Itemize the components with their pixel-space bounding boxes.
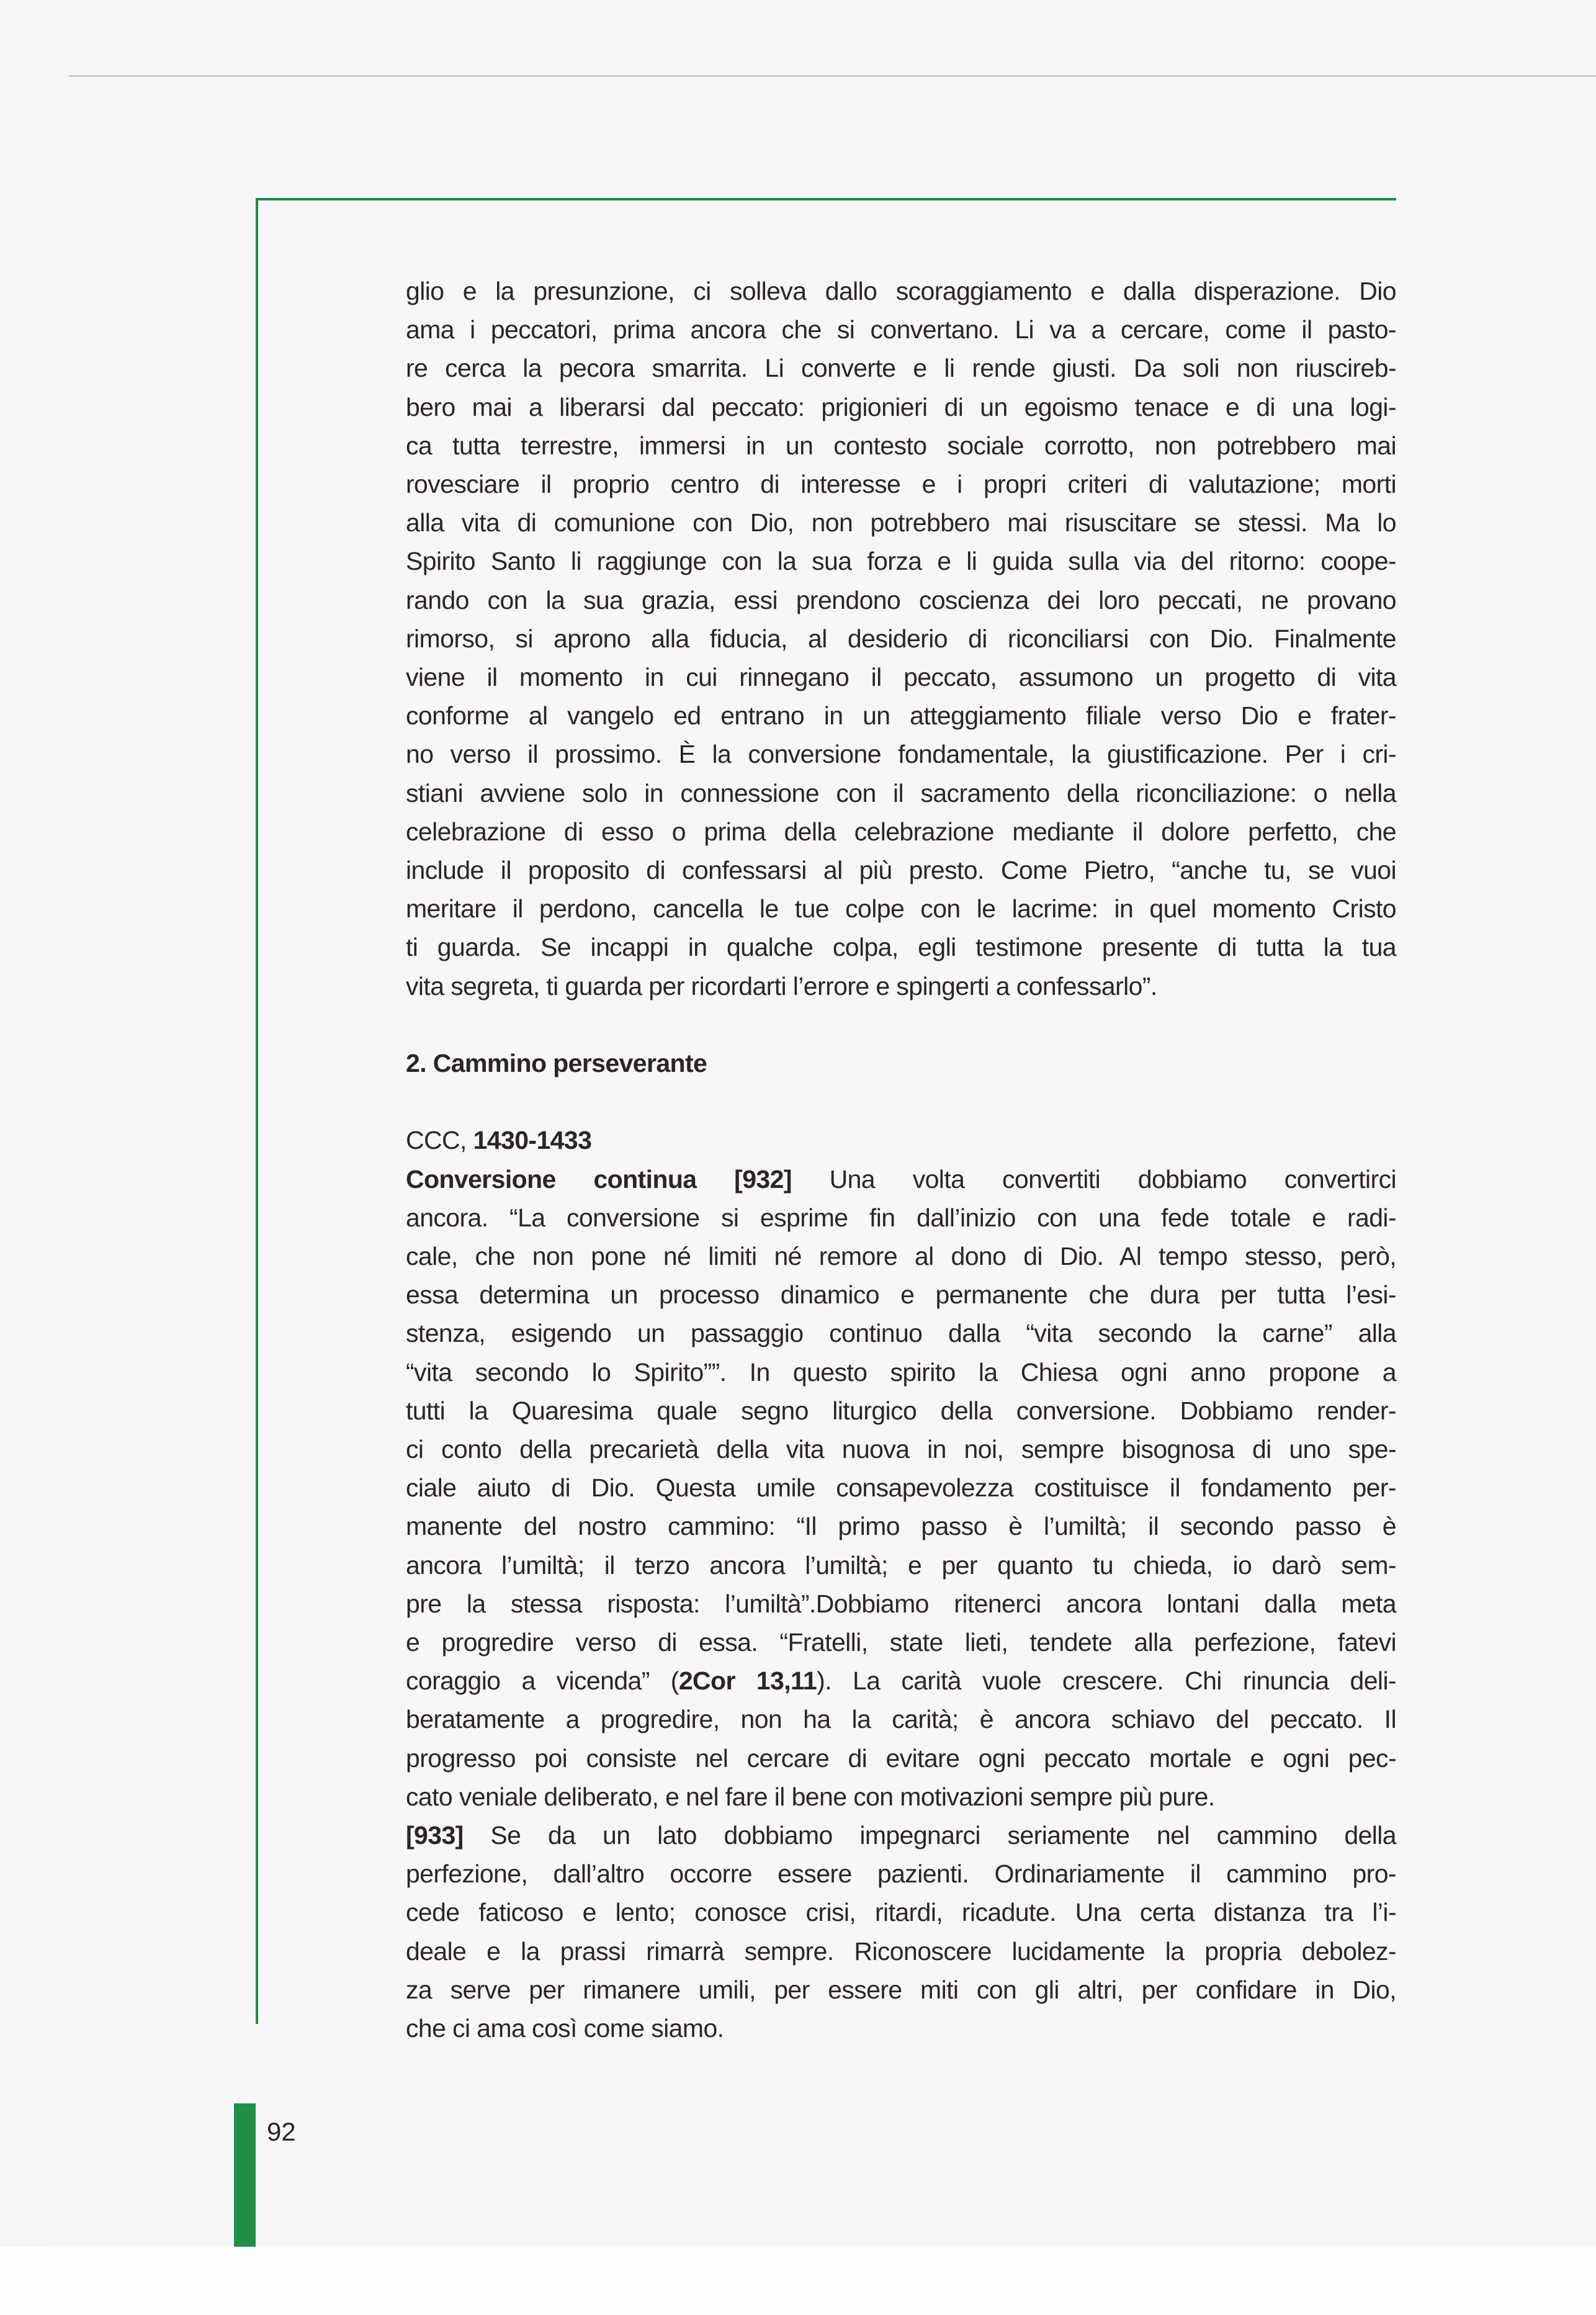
text-line — [406, 1198, 1396, 1237]
green-page-tab — [234, 2103, 256, 2247]
text-line — [406, 581, 1396, 619]
text-run: rando con la sua grazia, essi prendono coscienza dei loro peccati, ne provano — [406, 585, 1396, 614]
text-line — [406, 1778, 1396, 1816]
text-run: ). La carità vuole crescere. Chi rinuncia deli- — [817, 1666, 1397, 1696]
text-line — [406, 388, 1396, 426]
text-run: include il proposito di confessarsi al più presto. Come Pietro, “anche tu, se vuoi — [406, 856, 1396, 884]
section-heading — [406, 1044, 1396, 1082]
top-edge-rule — [69, 75, 1596, 77]
text-line — [406, 1585, 1396, 1623]
text-run: za serve per rimanere umili, per essere miti con gli altri, per confidare in Dio, — [406, 1975, 1396, 2004]
text-run: CCC, — [406, 1126, 473, 1155]
text-run: stenza, esigendo un passaggio continuo dalla “vita secondo la carne” alla — [406, 1319, 1396, 1348]
text-run: progresso poi consiste nel cercare di evitare ogni peccato mortale e ogni pec- — [406, 1743, 1396, 1773]
text-line — [406, 503, 1396, 542]
text-line — [406, 967, 1396, 1005]
text-line — [406, 658, 1396, 696]
text-line — [406, 1816, 1396, 1854]
text-line — [406, 1507, 1396, 1545]
text-run: Se da un lato dobbiamo impegnarci seriamente nel cammino della — [463, 1821, 1396, 1850]
scan-margin — [0, 2247, 1596, 2315]
text-run: vita segreta, ti guarda per ricordarti l’errore e spingerti a confessarlo”. — [406, 971, 1157, 1000]
text-run: coraggio a vicenda” ( — [406, 1666, 679, 1696]
text-line — [406, 1546, 1396, 1585]
text-run: conforme al vangelo ed entrano in un atteggiamento filiale verso Dio e frater- — [406, 701, 1396, 730]
text-line — [406, 812, 1396, 851]
text-run: perfezione, dall’altro occorre essere pazienti. Ordinariamente il cammino pro- — [406, 1859, 1396, 1889]
bold-text: Conversione continua [932] — [406, 1164, 792, 1193]
text-run: ti guarda. Se incappi in qualche colpa, egli testimone presente di tutta la tua — [406, 933, 1396, 962]
text-run: deale e la prassi rimarrà sempre. Riconoscere lucidamente la propria debolez- — [406, 1936, 1396, 1966]
text-line — [406, 851, 1396, 889]
text-run: “vita secondo lo Spirito””. In questo spirito la Chiesa ogni anno propone a — [406, 1357, 1396, 1387]
green-frame-top-line — [256, 198, 1396, 200]
text-line — [406, 1623, 1396, 1661]
text-run: rovesciare il proprio centro di interesse e i propri criteri di valutazione; morti — [406, 470, 1396, 498]
text-line — [406, 889, 1396, 928]
text-line — [406, 1971, 1396, 2009]
text-line — [406, 310, 1396, 349]
text-line — [406, 774, 1396, 812]
text-run: glio e la presunzione, ci solleva dallo scoraggiamento e dalla disperazione. Dio — [406, 277, 1396, 305]
text-run: ama i peccatori, prima ancora che si convertano. Li va a cercare, come il pasto- — [406, 315, 1396, 344]
text-run: viene il momento in cui rinnegano il peccato, assumono un progetto di vita — [406, 663, 1396, 691]
green-frame-left-line — [256, 198, 258, 2024]
text-run: tutti la Quaresima quale segno liturgico della conversione. Dobbiamo render- — [406, 1396, 1396, 1425]
text-line — [406, 1275, 1396, 1314]
text-line — [406, 426, 1396, 465]
text-run: re cerca la pecora smarrita. Li converte e li rende giusti. Da soli non riuscireb- — [406, 354, 1396, 383]
text-line — [406, 1661, 1396, 1700]
blank-line — [406, 1082, 1396, 1121]
text-run: essa determina un processo dinamico e permanente che dura per tutta l’esi- — [406, 1280, 1396, 1310]
text-line — [406, 465, 1396, 503]
text-line — [406, 1391, 1396, 1430]
text-run: cale, che non pone né limiti né remore al dono di Dio. Al tempo stesso, però, — [406, 1242, 1396, 1270]
text-run: ancora. “La conversione si esprime fin dall’inizio con una fede totale e radi- — [406, 1203, 1396, 1232]
text-line — [406, 1160, 1396, 1198]
text-run: alla vita di comunione con Dio, non potrebbero mai risuscitare se stessi. Ma lo — [406, 508, 1396, 537]
text-run: stiani avviene solo in connessione con il sacramento della riconciliazione: o nella — [406, 778, 1396, 807]
text-line — [406, 1739, 1396, 1778]
text-run: cato veniale deliberato, e nel fare il bene con motivazioni sempre più pure. — [406, 1782, 1215, 1811]
text-run: beratamente a progredire, non ha la carità; è ancora schiavo del peccato. Il — [406, 1705, 1396, 1734]
text-line — [406, 1353, 1396, 1391]
text-line — [406, 735, 1396, 773]
text-run: e progredire verso di essa. “Fratelli, state lieti, tendete alla perfezione, fatevi — [406, 1628, 1396, 1656]
text-line — [406, 696, 1396, 735]
text-run: Spirito Santo li raggiunge con la sua forza e li guida sulla via del ritorno: coope- — [406, 547, 1396, 576]
text-run: manente del nostro cammino: “Il primo passo è l’umiltà; il secondo passo è — [406, 1512, 1396, 1541]
page-number: 92 — [267, 2117, 296, 2146]
text-line — [406, 272, 1396, 310]
text-line — [406, 1430, 1396, 1468]
text-line — [406, 928, 1396, 966]
text-run: ci conto della precarietà della vita nuova in noi, sempre bisognosa di uno spe- — [406, 1435, 1396, 1463]
text-run: ca tutta terrestre, immersi in un contesto sociale corrotto, non potrebbero mai — [406, 431, 1396, 460]
text-line — [406, 349, 1396, 387]
text-run: Una volta convertiti dobbiamo convertirci — [791, 1164, 1396, 1193]
text-run: no verso il prossimo. È la conversione fondamentale, la giustificazione. Per i cri- — [406, 740, 1396, 769]
text-run: pre la stessa risposta: l’umiltà”.Dobbiamo ritenerci ancora lontani dalla meta — [406, 1589, 1396, 1618]
text-line — [406, 2009, 1396, 2048]
text-run: ancora l’umiltà; il terzo ancora l’umiltà; e per quanto tu chieda, io darò sem- — [406, 1550, 1396, 1580]
bold-text: 2Cor 13,11 — [678, 1666, 817, 1696]
text-line — [406, 1854, 1396, 1893]
text-run: cede faticoso e lento; conosce crisi, ritardi, ricadute. Una certa distanza tra l’i- — [406, 1898, 1396, 1927]
text-run: che ci ama così come siamo. — [406, 2014, 724, 2043]
bold-text: [933] — [406, 1821, 464, 1850]
text-line — [406, 1932, 1396, 1971]
blank-line — [406, 1005, 1396, 1044]
text-line — [406, 1314, 1396, 1352]
text-run: meritare il perdono, cancella le tue colpe con le lacrime: in quel momento Cristo — [406, 894, 1396, 924]
text-line — [406, 1237, 1396, 1275]
text-line — [406, 542, 1396, 580]
text-line — [406, 1121, 1396, 1159]
text-run: ciale aiuto di Dio. Questa umile consapevolezza costituisce il fondamento per- — [406, 1473, 1396, 1503]
text-run: celebrazione di esso o prima della celebrazione mediante il dolore perfetto, che — [406, 817, 1396, 846]
bold-text: 2. Cammino perseverante — [406, 1049, 707, 1077]
text-line — [406, 1700, 1396, 1738]
text-line — [406, 619, 1396, 658]
text-run: rimorso, si aprono alla fiducia, al desiderio di riconciliarsi con Dio. Finalmente — [406, 624, 1396, 653]
bold-text: 1430-1433 — [473, 1126, 592, 1155]
text-run: bero mai a liberarsi dal peccato: prigionieri di un egoismo tenace e di una logi- — [406, 392, 1396, 421]
text-line — [406, 1893, 1396, 1931]
text-line — [406, 1468, 1396, 1507]
